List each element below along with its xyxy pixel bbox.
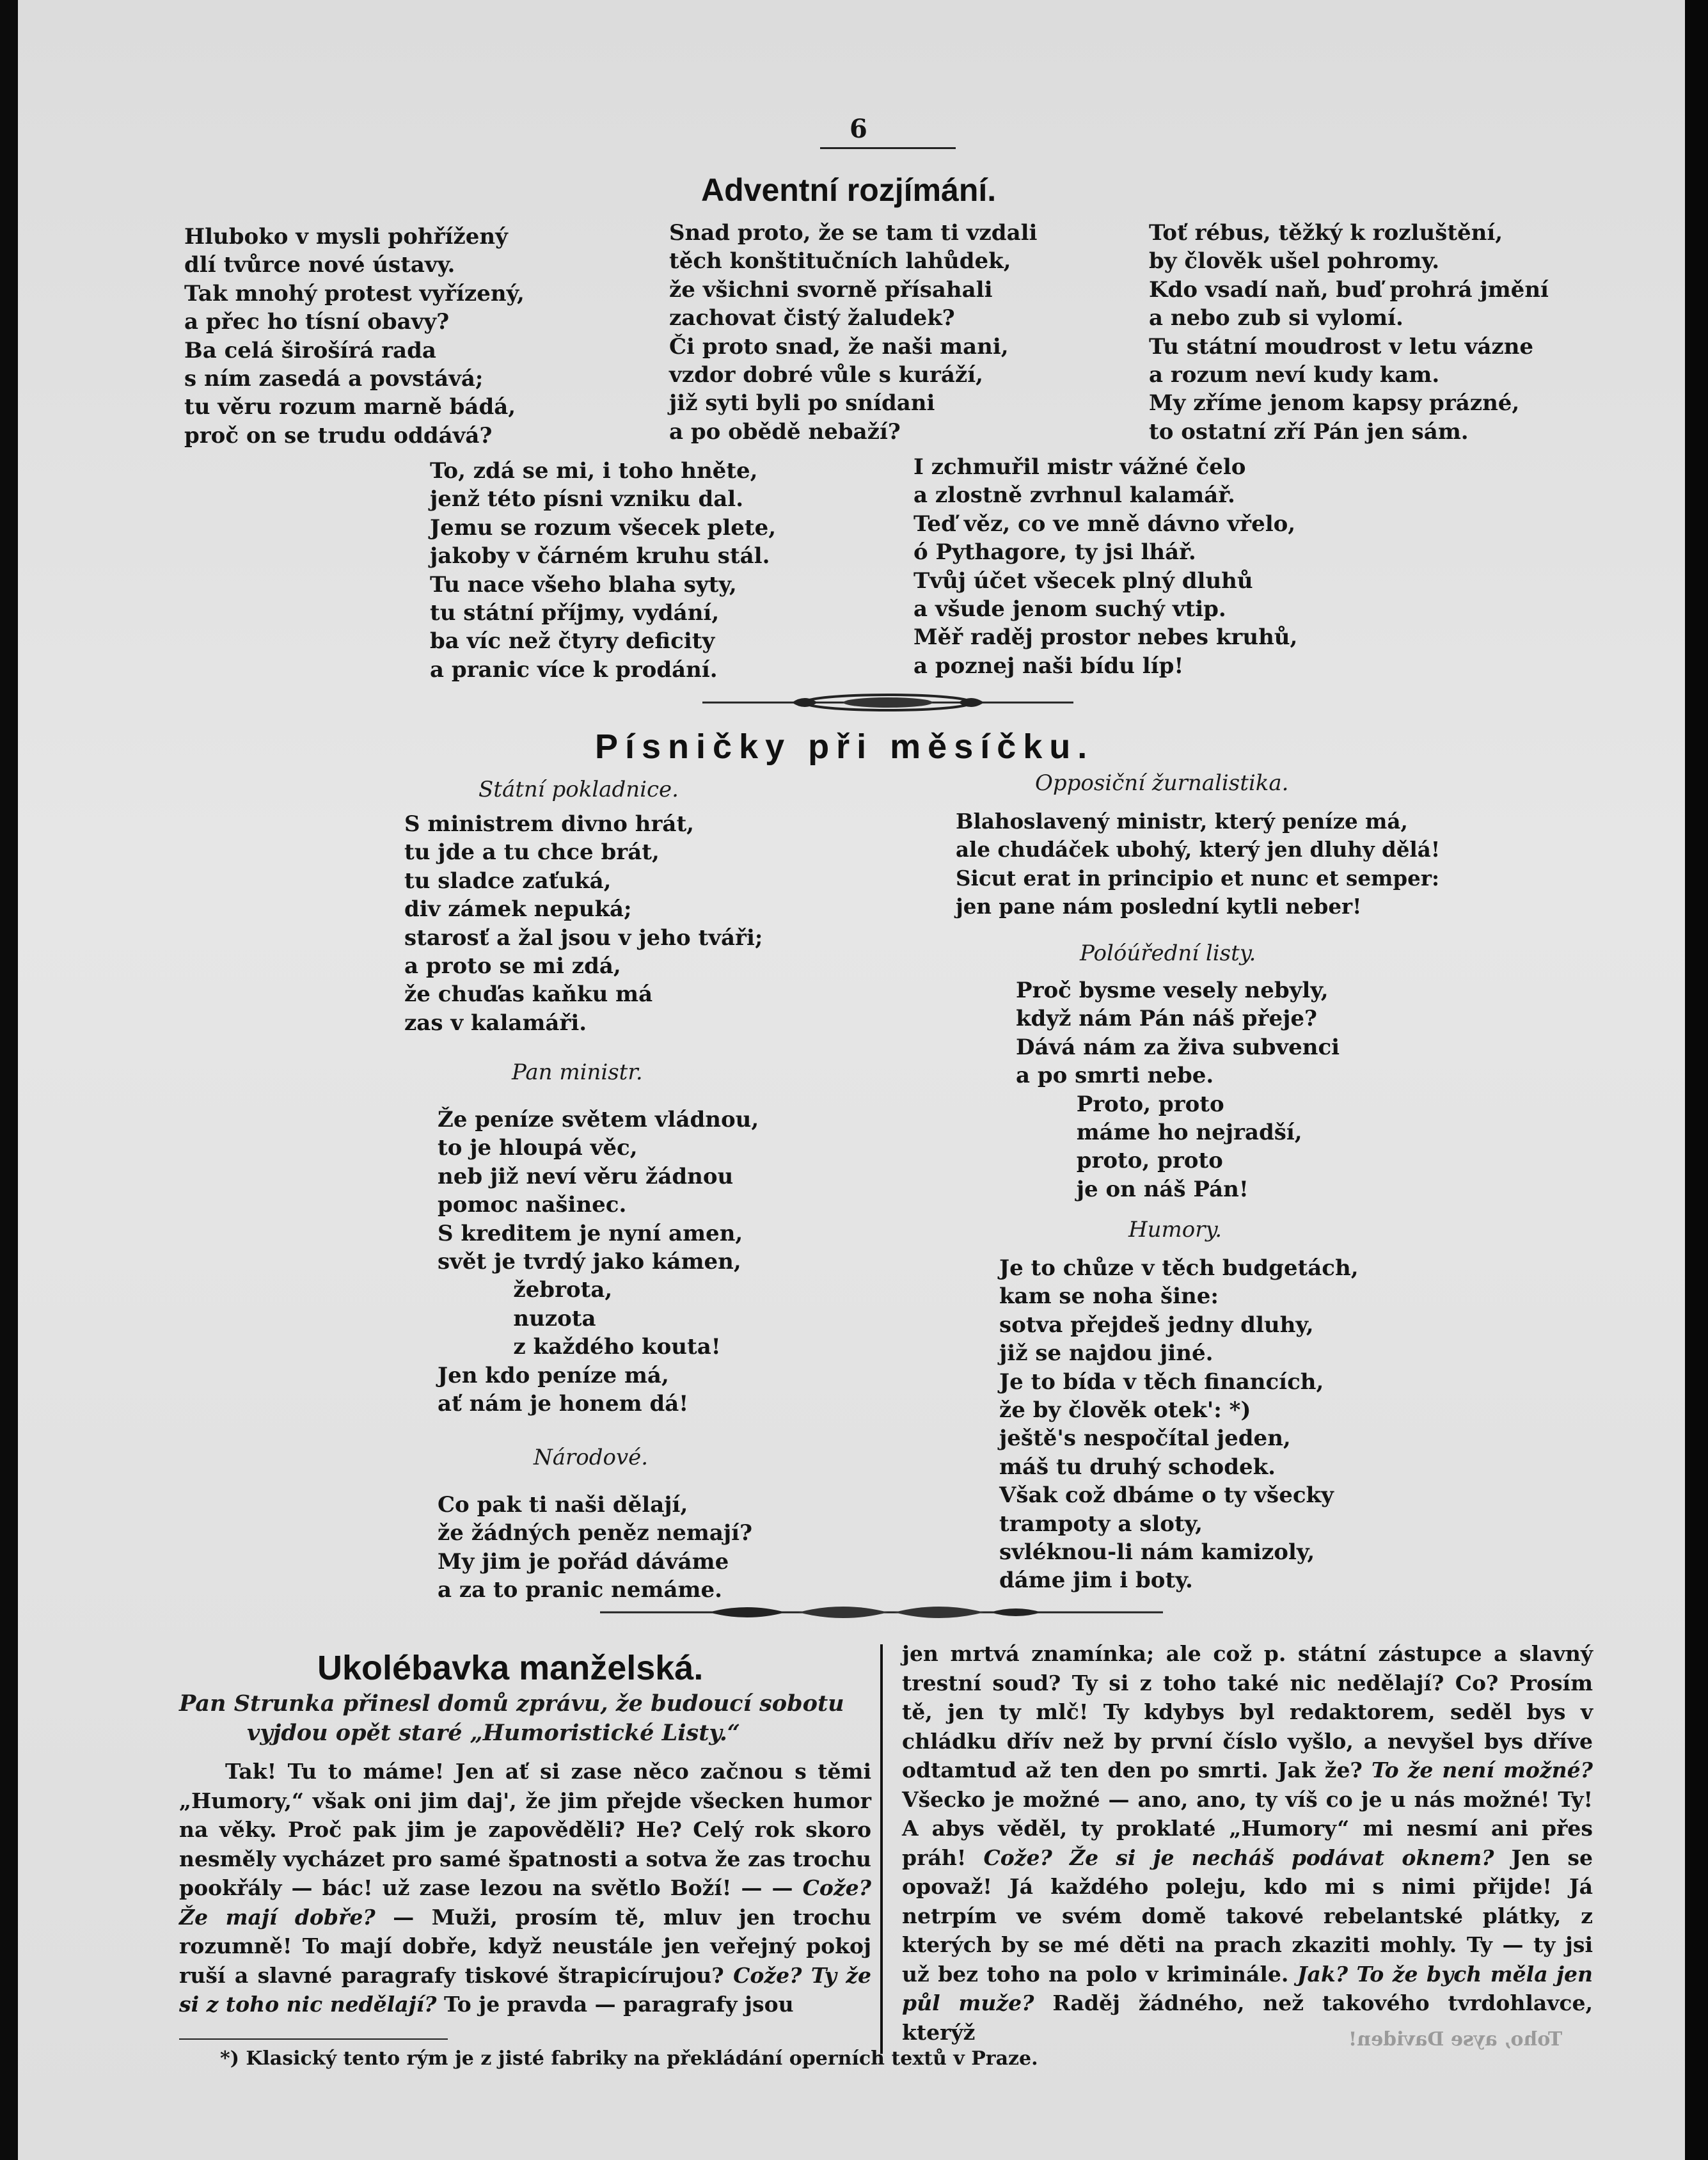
advent-3-line: to ostatní zří Pán jen sám. [1149, 418, 1469, 445]
humory-line: Je to bída v těch financích, [999, 1369, 1324, 1395]
opozicni-line: Sicut erat in principio et nunc et semper: [956, 865, 1439, 891]
ukolebavka-right-column [902, 1639, 1593, 2047]
humory-line: kam se noha šine: [999, 1283, 1219, 1310]
opozicni-heading: Opposiční žurnalistika. [1035, 770, 1289, 796]
advent-stanza-5 [913, 453, 1297, 680]
advent-5-line: Tvůj účet všecek plný dluhů [913, 568, 1253, 594]
ministr-line: nuzota [438, 1305, 596, 1331]
right-italic-3: Jak? To že bych měla jen půl muže? [902, 1961, 1593, 2015]
narodove-heading: Národové. [534, 1445, 649, 1470]
advent-3-line: by člověk ušel pohromy. [1149, 248, 1440, 274]
opozicni-line: Blahoslavený ministr, který peníze má, [956, 809, 1408, 834]
humory-line: ještě's nespočítal jeden, [999, 1425, 1291, 1452]
right-italic-2: Cože? Že si je necháš podávat oknem? [983, 1845, 1494, 1870]
ministr-poem [438, 1106, 759, 1418]
ministr-line: žebrota, [438, 1277, 613, 1303]
advent-stanza-1 [184, 223, 525, 450]
column-divider [880, 1644, 883, 2054]
polouredni-line: Proč bysme vesely nebyly, [1016, 978, 1329, 1003]
advent-2-line: Či proto snad, že naši mani, [669, 333, 1009, 360]
opozicni-poem [956, 807, 1440, 921]
advent-3-line: a rozum neví kudy kam. [1149, 362, 1440, 388]
polouredni-line: Dává nám za živa subvenci [1016, 1034, 1340, 1060]
statni-line: že chuďas kaňku má [404, 981, 653, 1008]
polouredni-line: když nám Pán náš přeje? [1016, 1006, 1317, 1032]
humory-line: svléknou-li nám kamizoly, [999, 1539, 1315, 1566]
statni-poem [404, 810, 763, 1037]
humory-line: Však což dbáme o ty všecky [999, 1482, 1334, 1509]
header-rule [820, 147, 956, 149]
advent-2-line: těch konštitučních lahůdek, [669, 248, 1011, 274]
advent-title: Adventní rozjímání. [701, 172, 997, 208]
ukolebavka-intro-line1: Pan Strunka přinesl domů zprávu, že budoucí sobotu [179, 1690, 844, 1717]
advent-1-line: Hluboko v mysli pohřížený [184, 224, 508, 250]
narodove-line: a za to pranic nemáme. [438, 1577, 722, 1603]
right-paragraph-1: jen mrtvá znamínka; ale což p. státní zástupce a slavný trestní soud? Ty si z toho také nic nedělají? Co? Prosím tě, jen ty mlč! Ty kdybys byl redaktorem, seděl bys v chládku dřív než by první číslo vyšlo, a nevyšel bys dříve odtamtud až ten den po smrti. Jak že? [902, 1641, 1593, 1783]
narodove-line: My jim je pořád dáváme [438, 1548, 729, 1575]
advent-1-line: dlí tvůrce nové ústavy. [184, 252, 455, 278]
humory-line: již se najdou jiné. [999, 1340, 1214, 1367]
ministr-line: pomoc našinec. [438, 1192, 627, 1218]
polouredni-heading: Polóúřední listy. [1080, 941, 1256, 966]
statni-line: div zámek nepuká; [404, 896, 632, 923]
advent-1-line: a přec ho tísní obavy? [184, 309, 450, 335]
footnote: *) Klasický tento rým je z jisté fabriky na překládání operních textů v Praze. [220, 2047, 1038, 2070]
advent-5-line: Teď věz, co ve mně dávno vřelo, [913, 511, 1296, 537]
advent-3-line: My zříme jenom kapsy prázné, [1149, 390, 1520, 417]
ministr-line: ať nám je honem dá! [438, 1391, 689, 1417]
ornament-divider [696, 691, 1080, 714]
narodove-poem [438, 1491, 752, 1605]
polouredni-line: Proto, proto [1016, 1091, 1224, 1117]
ministr-line: S kreditem je nyní amen, [438, 1220, 743, 1246]
humory-line: dáme jim i boty. [999, 1568, 1193, 1594]
left-paragraph-1: Tak! Tu to máme! Jen ať si zase něco začnou s těmi „Humory,“ však oni jim daj', že jim přejde všecken humor na věky. Proč pak jim je zapověděli? He? Celý rok skoro nesměly vycházet pro samé špatnosti a sotva že zas trochu pookřály — bác! už zase lezou na světlo Boží! — — [179, 1759, 871, 1900]
advent-5-line: a zlostně zvrhnul kalamář. [913, 482, 1235, 509]
ministr-line: neb již neví věru žádnou [438, 1163, 734, 1189]
advent-stanza-3 [1149, 219, 1549, 446]
advent-2-line: již syti byli po snídani [669, 390, 935, 417]
advent-4-line: jakoby v čárném kruhu stál. [430, 543, 770, 569]
advent-4-line: Tu nace všeho blaha syty, [430, 571, 737, 598]
advent-5-line: a poznej naši bídu líp! [913, 653, 1184, 679]
opozicni-line: jen pane nám poslední kytli neber! [956, 894, 1362, 919]
statni-line: tu jde a tu chce brát, [404, 839, 660, 866]
statni-line: zas v kalamáři. [404, 1010, 587, 1036]
footnote-rule [179, 2038, 448, 2040]
humory-line: máš tu druhý schodek. [999, 1454, 1276, 1480]
advent-1-line: s ním zasedá a povstává; [184, 366, 484, 392]
right-italic-1: To že není možné? [1371, 1758, 1593, 1783]
left-italic-1: Cože? Že mají dobře? [179, 1875, 871, 1930]
left-italic-2: Cože? Ty že si z toho nic nedělají? [179, 1962, 871, 2017]
humory-heading: Humory. [1128, 1217, 1222, 1243]
pisnicky-title: Písničky při měsíčku. [595, 727, 1095, 766]
advent-1-line: proč on se trudu oddává? [184, 422, 493, 449]
narodove-line: Co pak ti naši dělají, [438, 1492, 688, 1518]
advent-1-line: Ba celá širošírá rada [184, 337, 436, 363]
polouredni-line: máme ho nejradší, [1016, 1120, 1302, 1146]
humory-poem [999, 1254, 1359, 1595]
ministr-line: Jen kdo peníze má, [438, 1362, 669, 1388]
ornament-divider-2 [594, 1600, 1169, 1625]
advent-3-line: Toť rébus, těžký k rozluštění, [1149, 220, 1503, 246]
advent-stanza-4 [430, 457, 776, 684]
ministr-line: to je hloupá věc, [438, 1135, 638, 1161]
polouredni-line: je on náš Pán! [1016, 1176, 1249, 1202]
advent-4-line: jenž této písni vzniku dal. [430, 486, 744, 512]
opozicni-line: ale chudáček ubohý, který jen dluhy dělá! [956, 837, 1441, 862]
right-paragraph-2: Všecko je možné — ano, ano, ty víš co je u nás možné! Ty! A abys věděl, ty proklaté „Humory“ mi nesmí ani přes práh! [902, 1786, 1593, 1870]
polouredni-line: proto, proto [1016, 1148, 1223, 1174]
advent-3-line: Kdo vsadí naň, buď prohrá jmění [1149, 276, 1549, 303]
right-paragraph-4: Raděj žádného, než takového tvrdohlavce, kterýž [902, 1990, 1593, 2045]
advent-2-line: Snad proto, že se tam ti vzdali [669, 220, 1038, 246]
advent-2-line: vzdor dobré vůle s kuráží, [669, 362, 983, 388]
humory-line: že by člověk otek': *) [999, 1397, 1251, 1424]
statni-line: S ministrem divno hrát, [404, 811, 695, 837]
ministr-line: svět je tvrdý jako kámen, [438, 1249, 741, 1275]
left-paragraph-2: — Muži, prosím tě, mluv jen trochu rozumně! To mají dobře, když neustále jen veřejný pokoj ruší a slavné paragrafy tiskové štrapicírujou? [179, 1904, 871, 1988]
statni-line: a proto se mi zdá, [404, 953, 621, 980]
statni-line: starosť a žal jsou v jeho tváři; [404, 925, 763, 951]
page-edge [1685, 0, 1708, 2160]
ministr-line: Že peníze světem vládnou, [438, 1107, 759, 1132]
advent-stanza-2 [669, 219, 1037, 446]
advent-1-line: tu věru rozum marně bádá, [184, 394, 516, 420]
advent-4-line: To, zdá se mi, i toho hněte, [430, 458, 758, 484]
page-number: 6 [850, 114, 867, 144]
humory-line: trampoty a sloty, [999, 1511, 1203, 1537]
newspaper-page [18, 0, 1685, 2160]
advent-3-line: a nebo zub si vylomí. [1149, 305, 1404, 331]
advent-2-line: zachovat čistý žaludek? [669, 305, 955, 331]
advent-4-line: a pranic více k prodání. [430, 656, 718, 683]
humory-line: Je to chůze v těch budgetách, [999, 1255, 1359, 1281]
ministr-heading: Pan ministr. [512, 1060, 643, 1085]
polouredni-line: a po smrti nebe. [1016, 1063, 1214, 1089]
ukolebavka-title: Ukolébavka manželská. [317, 1649, 704, 1687]
right-paragraph-3: Jen se opovaž! Já každého poleju, kdo mi s nimi přijde! Já netrpím ve svém domě takové rebelantské plátky, z kterých by se mé děti na prach zkaziti mohly. Ty — ty jsi už bez toho na polo v kriminále. [902, 1845, 1593, 1987]
advent-4-line: tu státní příjmy, vydání, [430, 600, 720, 626]
humory-line: sotva přejdeš jedny dluhy, [999, 1312, 1314, 1338]
advent-1-line: Tak mnohý protest vyřízený, [184, 280, 525, 306]
advent-5-line: ó Pythagore, ty jsi lhář. [913, 539, 1196, 566]
polouredni-poem [1016, 976, 1340, 1203]
ukolebavka-intro-line2: vyjdou opět staré „Humoristické Listy.“ [247, 1720, 741, 1746]
statni-line: tu sladce zaťuká, [404, 868, 612, 894]
ministr-line: z každého kouta! [438, 1334, 721, 1360]
bleed-through-text: Toho, ayse Daviden! [1348, 2028, 1563, 2051]
ukolebavka-left-column [179, 1757, 871, 2019]
advent-2-line: a po obědě nebaží? [669, 418, 901, 445]
advent-4-line: Jemu se rozum všecek plete, [430, 514, 777, 541]
advent-2-line: že všichni svorně přísahali [669, 276, 993, 303]
statni-heading: Státní pokladnice. [478, 777, 679, 802]
advent-5-line: a všude jenom suchý vtip. [913, 596, 1226, 623]
advent-4-line: ba víc než čtyry deficity [430, 628, 715, 655]
left-paragraph-3: To je pravda — paragrafy jsou [443, 1992, 794, 2017]
narodove-line: že žádných peněz nemají? [438, 1520, 753, 1546]
advent-5-line: I zchmuřil mistr vážné čelo [913, 454, 1246, 480]
advent-3-line: Tu státní moudrost v letu vázne [1149, 333, 1534, 360]
advent-5-line: Měř raděj prostor nebes kruhů, [913, 624, 1298, 651]
